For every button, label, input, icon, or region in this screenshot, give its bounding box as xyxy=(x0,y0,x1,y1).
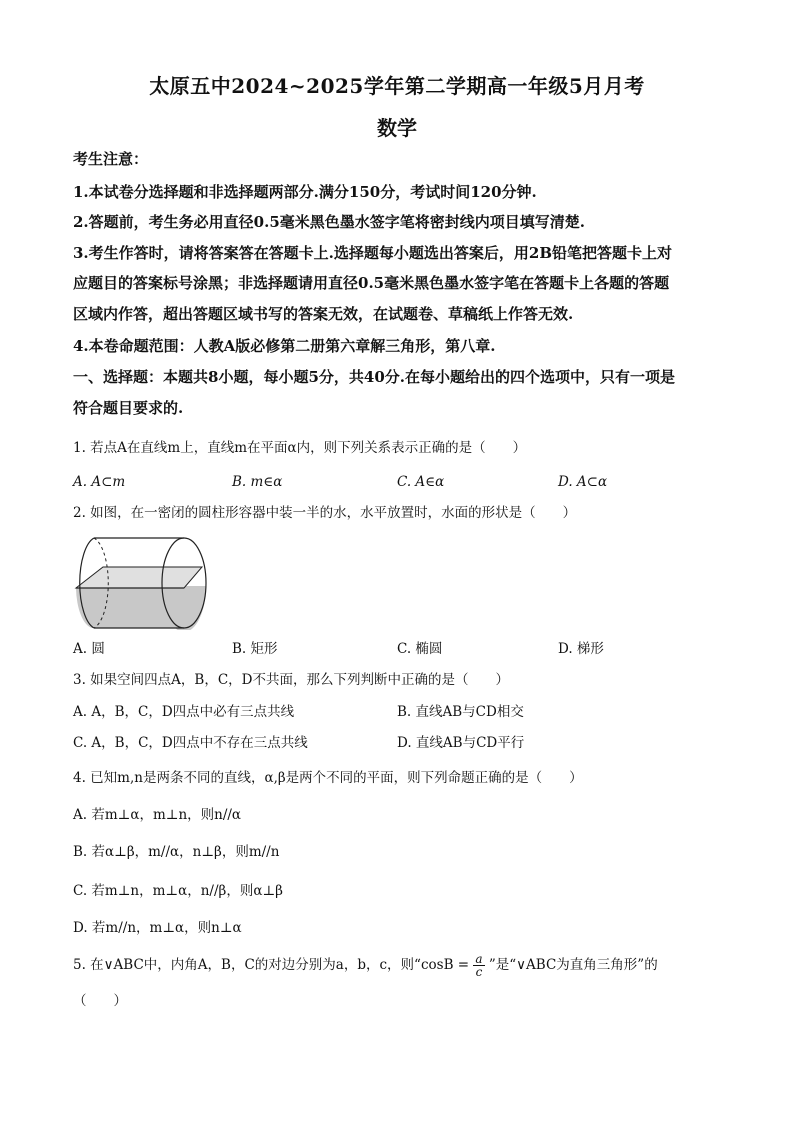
question-1-option-a[interactable]: A. A⊂m xyxy=(73,474,126,490)
notice-heading: 考生注意： xyxy=(73,150,149,168)
notice-item-1: 1.本试卷分选择题和非选择题两部分.满分150分，考试时间120分钟. xyxy=(73,183,537,201)
question-5-stem-before: 5. 在∨ABC中，内角A，B，C的对边分别为a，b，c，则“cosB = xyxy=(73,957,470,973)
question-3-stem: 3. 如果空间四点A，B，C，D不共面，那么下列判断中正确的是（ ） xyxy=(73,672,509,688)
question-1-option-c[interactable]: C. A∈α xyxy=(397,474,445,490)
question-3-option-d[interactable]: D. 直线AB与CD平行 xyxy=(397,735,525,751)
section-heading-cont: 符合题目要求的. xyxy=(73,399,184,417)
question-5-stem xyxy=(73,952,733,978)
question-3-option-c[interactable]: C. A，B，C，D四点中不存在三点共线 xyxy=(73,735,308,751)
question-2-stem: 2. 如图，在一密闭的圆柱形容器中装一半的水，水平放置时，水面的形状是（ ） xyxy=(73,505,577,521)
question-1-option-b[interactable]: B. m∈α xyxy=(232,474,283,490)
question-5-paren: （ ） xyxy=(73,993,127,1009)
question-2-option-c[interactable]: C. 椭圆 xyxy=(397,641,443,657)
question-1-option-d[interactable]: D. A⊂α xyxy=(558,474,608,490)
fraction-numerator: a xyxy=(475,952,483,966)
question-5-stem-after: ”是“∨ABC为直角三角形”的 xyxy=(488,957,658,973)
question-2-option-a[interactable]: A. 圆 xyxy=(73,641,105,657)
water-surface xyxy=(76,567,202,588)
question-4-option-d[interactable]: D. 若m//n，m⊥α，则n⊥α xyxy=(73,920,242,936)
question-4-option-a[interactable]: A. 若m⊥α，m⊥n，则n//α xyxy=(73,807,242,823)
notice-item-3: 3.考生作答时，请将答案答在答题卡上.选择题每小题选出答案后，用2B铅笔把答题卡上对 xyxy=(73,244,673,262)
notice-item-2: 2.答题前，考生务必用直径0.5毫米黑色墨水签字笔将密封线内项目填写清楚. xyxy=(73,213,585,231)
question-4-stem: 4. 已知m,n是两条不同的直线，α,β是两个不同的平面，则下列命题正确的是（ ） xyxy=(73,770,583,786)
question-2-option-b[interactable]: B. 矩形 xyxy=(232,641,278,657)
exam-subject: 数学 xyxy=(377,116,417,140)
notice-item-3-cont-2: 区域内作答，超出答题区域书写的答案无效，在试题卷、草稿纸上作答无效. xyxy=(73,305,574,323)
fraction-a-over-c xyxy=(473,953,484,978)
exam-title: 太原五中2024~2025学年第二学期高一年级5月月考 xyxy=(149,74,645,98)
notice-item-3-cont-1: 应题目的答案标号涂黑；非选择题请用直径0.5毫米黑色墨水签字笔在答题卡上各题的答题 xyxy=(73,274,670,292)
fraction-denominator: c xyxy=(475,965,483,979)
question-4-option-c[interactable]: C. 若m⊥n，m⊥α，n//β，则α⊥β xyxy=(73,883,283,899)
section-heading: 一、选择题：本题共8小题，每小题5分，共40分.在每小题给出的四个选项中，只有一项是 xyxy=(73,368,675,386)
question-2-option-d[interactable]: D. 梯形 xyxy=(558,641,604,657)
question-3-option-b[interactable]: B. 直线AB与CD相交 xyxy=(397,704,524,720)
cylinder-figure xyxy=(72,534,212,630)
question-4-option-b[interactable]: B. 若α⊥β，m//α，n⊥β，则m//n xyxy=(73,844,280,860)
question-1-stem: 1. 若点A在直线m上，直线m在平面α内，则下列关系表示正确的是（ ） xyxy=(73,440,527,456)
notice-item-4: 4.本卷命题范围：人教A版必修第二册第六章解三角形，第八章. xyxy=(73,337,496,355)
question-3-option-a[interactable]: A. A，B，C，D四点中必有三点共线 xyxy=(73,704,295,720)
